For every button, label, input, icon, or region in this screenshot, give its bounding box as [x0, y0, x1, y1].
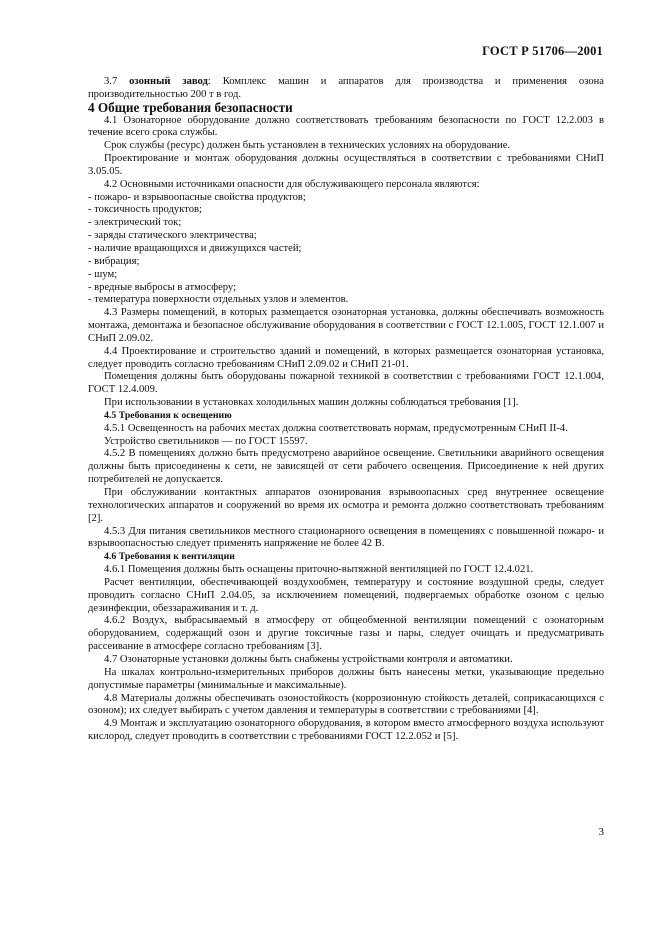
paragraph: Проектирование и монтаж оборудования должны осуществляться в соответствии с требованиями СНиП 3.05.05.: [88, 153, 604, 177]
list-item: - вредные выбросы в атмосферу;: [88, 281, 237, 293]
paragraph: 4.5.1 Освещенность на рабочих местах должна соответствовать нормам, предусмотренным СНиП II-4.: [104, 422, 568, 434]
list-item: - электрический ток;: [88, 217, 182, 229]
paragraph: 4.6.2 Воздух, выбрасываемый в атмосферу от общеобменной вентиляции помещений с озонаторным оборудованием, содержащий озон и другие токсичные газы и пары, следует очищать и предусматривать рассеивание в атмосфере согласно требованиям [3].: [88, 615, 604, 653]
paragraph: 4.1 Озонаторное оборудование должно соответствовать требованиям безопасности по ГОСТ 12.2.003 в течение всего срока службы.: [88, 114, 604, 139]
list-item: - пожаро- и взрывоопасные свойства продуктов;: [88, 191, 306, 203]
paragraph: 4.6.1 Помещения должны быть оснащены приточно-вытяжной вентиляцией по ГОСТ 12.4.021.: [104, 564, 534, 576]
paragraph: Помещения должны быть оборудованы пожарной техникой в соответствии с требованиями ГОСТ 12.1.004, ГОСТ 12.4.009.: [88, 371, 604, 396]
list-item: - заряды статического электричества;: [88, 230, 257, 242]
paragraph: Расчет вентиляции, обеспечивающей воздухообмен, температуру и состояние воздушной среды, следует проводить согласно СНиП 2.04.05, за исключением помещений, подвергаемых обработке озоном с целью дезинфекции, обеззараживания и т. д.: [88, 576, 604, 614]
list-item: - шум;: [88, 268, 118, 280]
paragraph: Срок службы (ресурс) должен быть установлен в технических условиях на оборудование.: [104, 140, 511, 152]
list-item: - наличие вращающихся и движущихся частей;: [88, 242, 302, 254]
clause-number: 3.7: [104, 76, 118, 87]
list-item: - вибрация;: [88, 255, 140, 267]
paragraph: Устройство светильников — по ГОСТ 15597.: [104, 435, 308, 447]
paragraph: 4.5.2 В помещениях должно быть предусмотрено аварийное освещение. Светильники аварийного освещения должны быть присоединены к сети, не зависящей от сети рабочего освещения. Присоединение к ней других потребителей не допускается.: [88, 448, 604, 486]
paragraph: 4.9 Монтаж и эксплуатацию озонаторного оборудования, в котором вместо атмосферного воздуха используют кислород, следует проводить в соответствии с требованиями ГОСТ 12.2.052 и [5].: [88, 718, 604, 743]
defined-term: озонный завод: [129, 76, 208, 87]
subsection-4-6-title: 4.6 Требования к вентиляции: [104, 551, 235, 563]
paragraph: При обслуживании контактных аппаратов озонирования взрывоопасных сред внутреннее освещение технологических аппаратов и сооружений во время их осмотра и ремонта должно соответствовать требованиям [2].: [88, 487, 604, 524]
page-number: 3: [598, 826, 604, 838]
list-item: - токсичность продуктов;: [88, 204, 202, 216]
paragraph: При использовании в установках холодильных машин должны соблюдаться требования [1].: [104, 397, 519, 409]
paragraph: 4.2 Основными источниками опасности для обслуживающего персонала являются:: [104, 178, 480, 190]
page-content: [88, 76, 604, 744]
list-item: - температура поверхности отдельных узлов и элементов.: [88, 294, 349, 306]
definition-text: : Комплекс машин и аппаратов для производства и применения озона производительностью 200 т в год.: [88, 76, 604, 100]
page-header: ГОСТ Р 51706—2001: [482, 44, 603, 58]
paragraph: 4.3 Размеры помещений, в которых размещается озонаторная установка, должны обеспечивать возможность монтажа, демонтажа и безопасное обслуживание оборудования в соответствии с ГОСТ 12.1.005, ГОСТ 12.1.007 и СНиП 2.09.02.: [88, 307, 604, 344]
paragraph: 4.8 Материалы должны обеспечивать озоностойкость (коррозионную стойкость деталей, соприкасающихся с озоном); их следует выбирать с учетом давления и температуры в соответствии с требованиями [4].: [88, 692, 604, 717]
paragraph: 4.7 Озонаторные установки должны быть снабжены устройствами контроля и автоматики.: [104, 653, 513, 665]
paragraph-3-7: [88, 76, 604, 102]
subsection-4-5-title: 4.5 Требования к освещению: [104, 409, 232, 421]
paragraph: 4.5.3 Для питания светильников местного стационарного освещения в помещениях с повышенной пожаро- и взрывоопасностью следует применять напряжение не более 42 В.: [88, 525, 604, 550]
paragraph: На шкалах контрольно-измерительных приборов должны быть нанесены метки, указывающие предельно допустимые параметры (минимальные и максимальные).: [88, 666, 604, 691]
section-4-title: 4 Общие требования безопасности: [88, 99, 293, 115]
paragraph: 4.4 Проектирование и строительство зданий и помещений, в которых размещается озонаторная установка, следует проводить согласно требованиям СНиП 2.09.02 и СНиП 21-01.: [88, 345, 604, 370]
